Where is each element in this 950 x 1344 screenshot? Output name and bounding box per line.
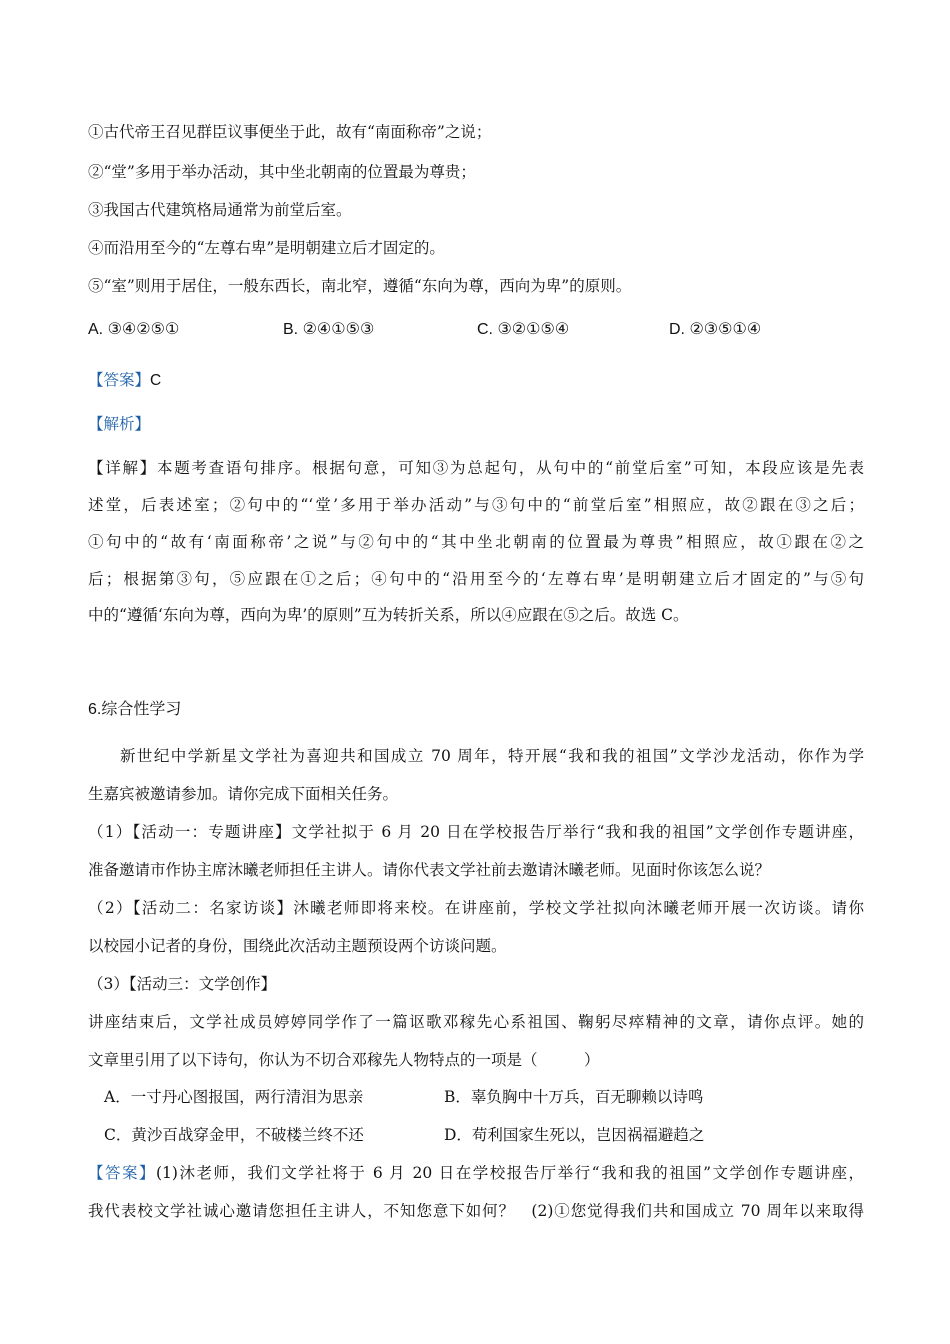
sentence-1: ①古代帝王召见群臣议事便坐于此，故有“南面称帝”之说； <box>88 123 492 141</box>
poem-option-d: D．苟利国家生死以，岂因祸福避趋之 <box>444 1126 705 1144</box>
q6-answer-text-1: (1)沐老师，我们文学社将于 6 月 20 日在学校报告厅举行“我和我的祖国”文学创作专题讲座， <box>156 1164 864 1182</box>
q5-option-d: D. ②③⑤①④ <box>669 321 762 338</box>
sentence-4: ④而沿用至今的“左尊右卑”是明朝建立后才固定的。 <box>88 239 445 257</box>
detail-text-1: 本题考查语句排序。根据句意，可知③为总起句，从句中的“前堂后室”可知，本段应该是先表 <box>156 459 864 477</box>
detail-tag: 【详解】 <box>88 459 157 477</box>
sentence-5: ⑤“室”则用于居住，一般东西长，南北窄，遵循“东向为尊，西向为卑”的原则。 <box>88 277 632 295</box>
q6-answer-tag: 【答案】 <box>88 1164 156 1182</box>
q5-option-c: C. ③②①⑤④ <box>477 321 570 338</box>
task1-line-1: （1）【活动一：专题讲座】文学社拟于 6 月 20 日在学校报告厅举行“我和我的祖国”文学创作专题讲座， <box>88 823 864 841</box>
q6-title: 6.综合性学习 <box>88 701 182 718</box>
task3-title: （3）【活动三：文学创作】 <box>88 975 277 993</box>
poem-option-c: C．黄沙百战穿金甲，不破楼兰终不还 <box>104 1126 364 1144</box>
task3-line-2: 文章里引用了以下诗句，你认为不切合邓稼先人物特点的一项是（ ） <box>88 1051 600 1069</box>
detail-line-3: ①句中的“故有‘南面称帝’之说”与②句中的“其中坐北朝南的位置最为尊贵”相照应，故①跟在②之 <box>88 533 864 551</box>
task2-line-2: 以校园小记者的身份，围绕此次活动主题预设两个访谈问题。 <box>88 937 507 955</box>
answer-tag: 【答案】 <box>88 371 151 389</box>
q6-answer-line-2: 我代表校文学社诚心邀请您担任主讲人，不知您意下如何？ (2)①您觉得我们共和国成立 70 周年以来取得 <box>88 1202 864 1220</box>
q6-answer-line-1 <box>88 1163 864 1183</box>
sentence-3: ③我国古代建筑格局通常为前堂后室。 <box>88 201 352 219</box>
q6-intro-line-1: 新世纪中学新星文学社为喜迎共和国成立 70 周年，特开展“我和我的祖国”文学沙龙活动，你作为学 <box>120 747 864 765</box>
q5-option-a: A. ③④②⑤① <box>88 321 180 338</box>
q5-option-b: B. ②④①⑤③ <box>283 321 375 338</box>
poem-option-a: A．一寸丹心图报国，两行清泪为思亲 <box>104 1088 364 1106</box>
q6-intro-line-2: 生嘉宾被邀请参加。请你完成下面相关任务。 <box>88 785 399 803</box>
sentence-2: ②“堂”多用于举办活动，其中坐北朝南的位置最为尊贵； <box>88 163 476 181</box>
task1-line-2: 准备邀请市作协主席沐曦老师担任主讲人。请你代表文学社前去邀请沐曦老师。见面时你该怎么说？ <box>88 861 771 879</box>
detail-line-4: 后；根据第③句，⑤应跟在①之后；④句中的“沿用至今的‘左尊右卑’是明朝建立后才固定的”与⑤句 <box>88 570 864 588</box>
detail-line-1 <box>88 458 864 478</box>
detail-line-2: 述堂，后表述室；②句中的“‘堂’多用于举办活动”与③句中的“前堂后室”相照应，故②跟在③之后； <box>88 496 864 514</box>
poem-option-b: B．辜负胸中十万兵，百无聊赖以诗鸣 <box>444 1088 704 1106</box>
detail-line-5: 中的“遵循‘东向为尊，西向为卑’的原则”互为转折关系，所以④应跟在⑤之后。故选 C。 <box>88 606 689 624</box>
task3-line-1: 讲座结束后，文学社成员婷婷同学作了一篇讴歌邓稼先心系祖国、鞠躬尽瘁精神的文章，请你点评。她的 <box>88 1013 864 1031</box>
q5-answer <box>88 370 161 391</box>
task2-line-1: （2）【活动二：名家访谈】沐曦老师即将来校。在讲座前，学校文学社拟向沐曦老师开展一次访谈。请你 <box>88 899 864 917</box>
analysis-tag: 【解析】 <box>88 415 151 433</box>
answer-value: C <box>150 372 162 389</box>
